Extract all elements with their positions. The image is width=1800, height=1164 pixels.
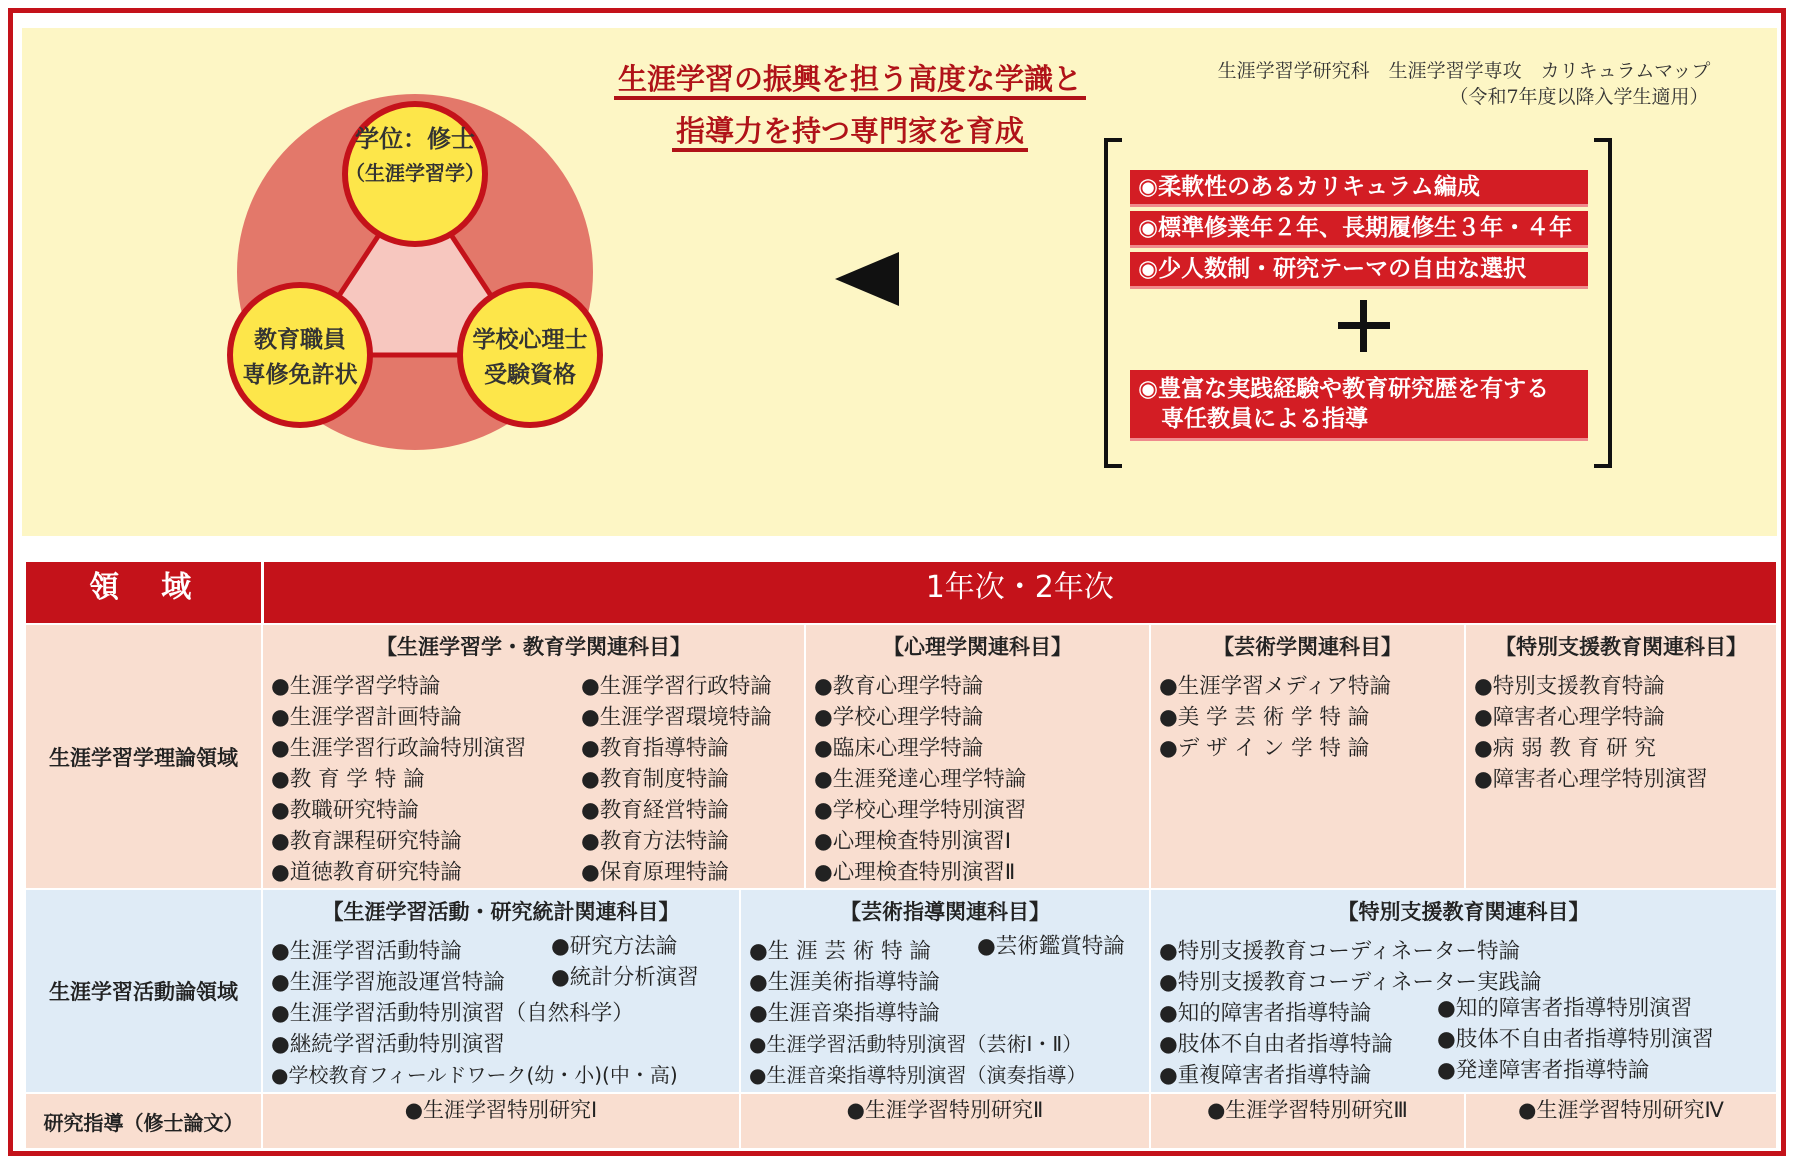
course-columns [263,671,804,888]
table-header-row [25,561,1777,624]
course-item: ●教育指導特論 [581,736,729,761]
feature-small-classes: ◉少人数制・研究テーマの自由な選択 [1130,252,1588,289]
domain-label-research: 研究指導（修士論文） [25,1093,262,1149]
teacher-line2: 専修免許状 [242,362,358,388]
curriculum-map-title [1170,58,1758,110]
map-title-line2: （令和7年度以降入学生適用） [1449,86,1709,108]
course-item: ●心理検査特別演習Ⅱ [814,860,1016,885]
course-item: ●生涯学習活動特別演習（芸術Ⅰ・Ⅱ） [749,1032,1083,1056]
table-row-research [25,1093,1777,1149]
course-item: ●発達障害者指導特論 [1437,1058,1650,1083]
course-item: ●生涯学習行政特論 [581,674,772,699]
course-item: ●生涯学習計画特論 [271,705,462,730]
category-title: 【特別支援教育関連科目】 [1495,635,1748,659]
course-item: ●学校教育フィールドワーク(幼・小)(中・高) [271,1063,678,1087]
theory-psychology-cell [805,624,1150,889]
course-item: ●生涯学習学特論 [271,674,441,699]
course-item: ●デ ザ イ ン 学 特 論 [1159,736,1370,761]
category-title: 【芸術学関連科目】 [1213,635,1402,659]
course-item: ●生涯学習施設運営特論 [271,970,505,995]
degree-line1: 学位：修士 [355,125,475,153]
bracket-right-icon [1594,138,1612,468]
course-list [1151,671,1464,764]
course-item: ●学校心理学特論 [814,705,984,730]
course-item: ●生涯美術指導特論 [749,970,940,995]
psych-line2: 受験資格 [484,362,576,388]
category-title: 【生涯学習活動・研究統計関連科目】 [322,900,680,924]
course-item: ●障害者心理学特論 [1474,705,1665,730]
course-item: ●統計分析演習 [551,965,699,990]
header-years: 1年次・2年次 [262,561,1777,624]
table-row-activity [25,889,1777,1093]
course-item: ●生涯学習メディア特論 [1159,674,1392,699]
course-item: ●生涯学習活動特別演習（自然科学） [271,1001,634,1026]
theory-special-needs-cell [1465,624,1777,889]
domain-label-activity: 生涯学習活動論領域 [25,889,262,1093]
domain-label-theory: 生涯学習学理論領域 [25,624,262,889]
school-psychologist-circle [460,285,600,425]
course-item: ●生涯発達心理学特論 [814,767,1027,792]
course-item: ●研究方法論 [551,934,678,959]
course-item: ●肢体不自由者指導特別演習 [1437,1027,1714,1052]
activity-art-cell [740,889,1150,1093]
research-2: ●生涯学習特別研究Ⅱ [740,1093,1150,1149]
course-item: ●道徳教育研究特論 [271,860,462,885]
course-item: ●心理検査特別演習Ⅰ [814,829,1012,854]
category-title: 【生涯学習学・教育学関連科目】 [376,635,691,659]
arrow-left-icon [835,252,899,306]
course-item: ●教育課程研究特論 [271,829,462,854]
headline [590,53,1110,157]
course-item: ●特別支援教育特論 [1474,674,1665,699]
teacher-license-circle [230,285,370,425]
qualification-diagram [180,90,650,450]
course-item: ●生 涯 芸 術 特 論 [749,939,931,964]
degree-line2: （生涯学習学） [345,161,485,185]
feature-faculty-line1: ◉豊富な実践経験や教育研究歴を有する [1138,376,1550,402]
header-domain: 領 域 [25,561,262,624]
feature-flexible-curriculum: ◉柔軟性のあるカリキュラム編成 [1130,170,1588,207]
course-item: ●病 弱 教 育 研 究 [1474,736,1656,761]
bracket-left-icon [1104,138,1122,468]
course-item: ●継続学習活動特別演習 [271,1032,505,1057]
feature-study-period: ◉標準修業年２年、長期履修生３年・４年 [1130,211,1588,248]
feature-faculty-guidance [1130,370,1588,441]
course-item: ●保育原理特論 [581,860,729,885]
course-item: ●教 育 学 特 論 [271,767,425,792]
course-item: ●特別支援教育コーディネーター特論 [1159,939,1521,964]
course-item: ●生涯音楽指導特別演習（演奏指導） [749,1063,1087,1087]
theory-education-cell [262,624,805,889]
course-item: ●教職研究特論 [271,798,419,823]
course-item: ●教育制度特論 [581,767,729,792]
course-list-extra [969,931,1125,962]
headline-line2: 指導力を持つ専門家を育成 [672,114,1028,152]
curriculum-table [24,560,1778,1150]
course-item: ●障害者心理学特別演習 [1474,767,1708,792]
research-1: ●生涯学習特別研究Ⅰ [262,1093,740,1149]
course-item: ●生涯音楽指導特論 [749,1001,940,1026]
course-list [806,671,1149,888]
course-item: ●芸術鑑賞特論 [977,934,1125,959]
map-title-line1: 生涯学習学研究科 生涯学習学専攻 カリキュラムマップ [1217,60,1711,82]
teacher-line1: 教育職員 [254,327,346,353]
headline-line1: 生涯学習の振興を担う高度な学識と [614,62,1086,100]
course-item: ●生涯学習行政論特別演習 [271,736,527,761]
research-4: ●生涯学習特別研究Ⅳ [1465,1093,1777,1149]
psych-line1: 学校心理士 [472,327,588,353]
category-title: 【心理学関連科目】 [883,635,1072,659]
category-title: 【特別支援教育関連科目】 [1337,900,1590,924]
course-item: ●臨床心理学特論 [814,736,984,761]
course-item: ●特別支援教育コーディネーター実践論 [1159,970,1542,995]
research-3: ●生涯学習特別研究Ⅲ [1150,1093,1465,1149]
course-list-extra [543,931,699,993]
activity-special-needs-cell [1150,889,1777,1093]
course-item: ●生涯学習活動特論 [271,939,462,964]
theory-art-cell [1150,624,1465,889]
course-column-left [271,671,581,888]
course-item: ●重複障害者指導特論 [1159,1063,1372,1088]
course-item: ●教育経営特論 [581,798,729,823]
category-title: 【芸術指導関連科目】 [840,900,1050,924]
plus-icon [1338,300,1390,352]
course-item: ●美 学 芸 術 学 特 論 [1159,705,1370,730]
course-item: ●教育方法特論 [581,829,729,854]
course-item: ●学校心理学特別演習 [814,798,1027,823]
course-column-right [581,671,772,888]
activity-research-cell [262,889,740,1093]
table-row-theory [25,624,1777,889]
course-list-extra [1429,993,1714,1086]
course-item: ●生涯学習環境特論 [581,705,772,730]
course-list [1466,671,1776,795]
course-item: ●肢体不自由者指導特論 [1159,1032,1393,1057]
course-item: ●教育心理学特論 [814,674,984,699]
course-item: ●知的障害者指導特別演習 [1437,996,1693,1021]
course-item: ●知的障害者指導特論 [1159,1001,1372,1026]
feature-faculty-line2: 専任教員による指導 [1138,406,1368,432]
